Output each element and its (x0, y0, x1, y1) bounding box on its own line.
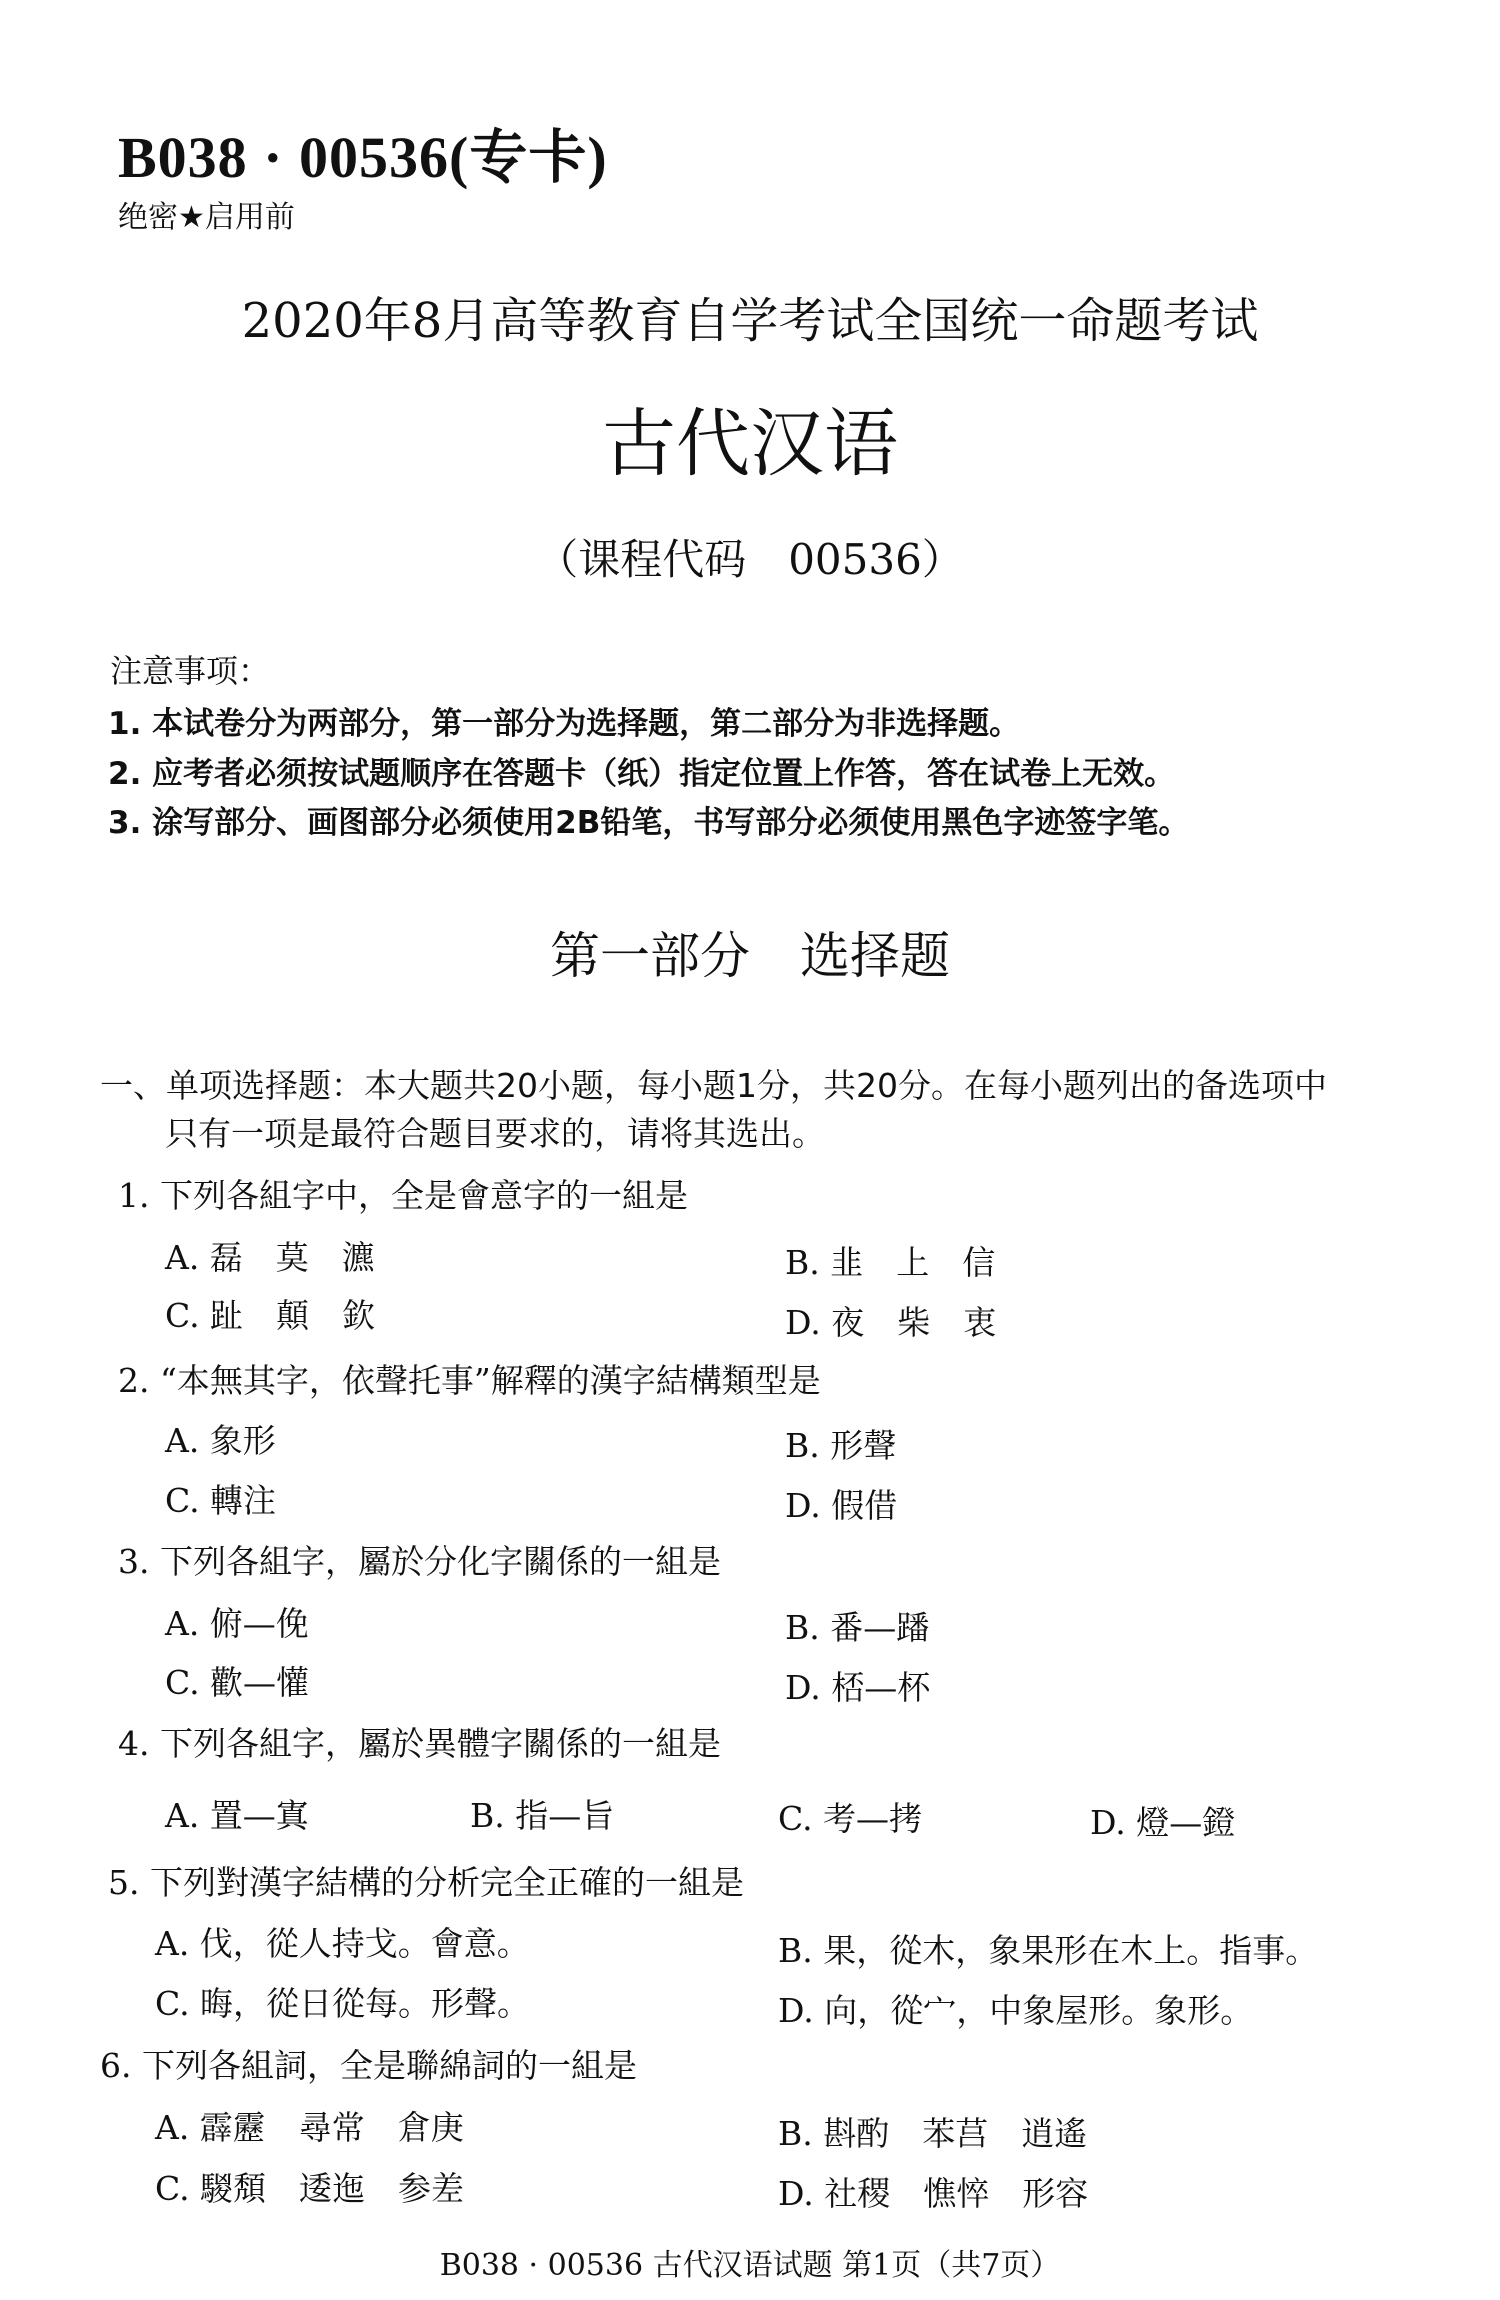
question-stem: 3. 下列各組字，屬於分化字關係的一組是 (118, 1542, 721, 1581)
question-stem: 5. 下列對漢字結構的分析完全正確的一組是 (108, 1863, 744, 1902)
exam-title: 2020年8月高等教育自学考试全国统一命题考试 (241, 293, 1259, 349)
option-a: A. 置—寘 (165, 1796, 309, 1835)
notice-item: 3. 涂写部分、画图部分必须使用2B铅笔，书写部分必须使用黑色字迹签字笔。 (108, 805, 1190, 841)
option-a: A. 霹靂 尋常 倉庚 (155, 2108, 464, 2147)
option-d: D. 社稷 憔悴 形容 (778, 2174, 1089, 2213)
option-b: B. 斟酌 苯莒 逍遙 (778, 2114, 1088, 2153)
option-a: A. 俯—俛 (165, 1604, 309, 1643)
option-c: C. 轉注 (165, 1481, 277, 1520)
exam-paper-code: B038 · 00536(专卡) (118, 125, 608, 190)
option-d: D. 燈—鐙 (1090, 1803, 1236, 1842)
course-code: （课程代码 00536） (536, 535, 964, 584)
page-footer: B038 · 00536 古代汉语试题 第1页（共7页） (439, 2248, 1061, 2283)
option-a: A. 象形 (165, 1421, 276, 1460)
section-instruction: 一、单项选择题：本大题共20小题，每小题1分，共20分。在每小题列出的备选项中 (100, 1066, 1327, 1105)
part-title: 第一部分 选择题 (550, 927, 950, 985)
option-b: B. 番—蹯 (785, 1608, 930, 1647)
option-b: B. 指—旨 (470, 1796, 615, 1835)
option-d: D. 向，從宀，中象屋形。象形。 (778, 1991, 1254, 2030)
subject-title: 古代汉语 (602, 401, 898, 487)
option-c: C. 騣頽 逶迤 参差 (155, 2169, 465, 2208)
option-a: A. 磊 莫 瀌 (165, 1238, 375, 1277)
notice-item: 1. 本试卷分为两部分，第一部分为选择题，第二部分为非选择题。 (108, 706, 1021, 742)
section-instruction: 只有一项是最符合题目要求的，请将其选出。 (165, 1114, 825, 1153)
option-d: D. 假借 (785, 1486, 898, 1525)
notice-item: 2. 应考者必须按试题顺序在答题卡（纸）指定位置上作答，答在试卷上无效。 (108, 756, 1176, 792)
question-stem: 1. 下列各組字中，全是會意字的一組是 (118, 1176, 688, 1215)
option-c: C. 趾 顛 欽 (165, 1296, 376, 1335)
question-stem: 4. 下列各組字，屬於異體字關係的一組是 (118, 1724, 721, 1763)
option-c: C. 歡—懽 (165, 1663, 310, 1702)
option-d: D. 夜 柴 衷 (785, 1303, 997, 1342)
option-b: B. 果，從木，象果形在木上。指事。 (778, 1931, 1319, 1970)
option-b: B. 韭 上 信 (785, 1243, 996, 1282)
notice-title: 注意事项： (110, 652, 271, 690)
question-stem: 6. 下列各組詞，全是聯綿詞的一組是 (100, 2046, 637, 2085)
option-c: C. 考—拷 (778, 1799, 923, 1838)
option-b: B. 形聲 (785, 1426, 897, 1465)
option-c: C. 晦，從日從每。形聲。 (155, 1984, 531, 2023)
question-stem: 2. “本無其字，依聲托事”解釋的漢字結構類型是 (118, 1361, 821, 1400)
option-a: A. 伐，從人持戈。會意。 (155, 1924, 530, 1963)
confidentiality-label: 绝密★启用前 (118, 200, 295, 235)
option-d: D. 桮—杯 (785, 1668, 931, 1707)
